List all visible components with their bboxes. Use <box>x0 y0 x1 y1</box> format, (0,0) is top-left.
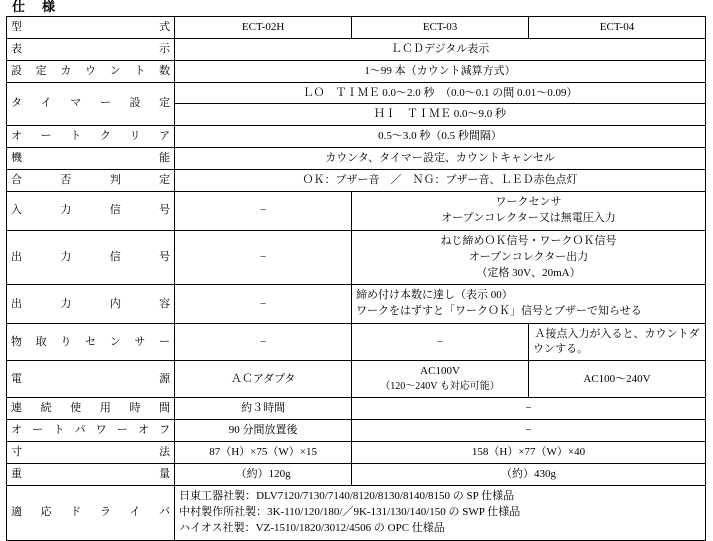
table-row-model <box>7 17 706 39</box>
table-row-display <box>7 38 706 60</box>
cell-count-setting-value: 1〜99 本（カウント減算方式） <box>175 60 706 82</box>
compatible-driver-line-1: 日東工器社製：DLV7120/7130/7140/8120/8130/8140/8150 の SP 仕様品 <box>179 489 515 502</box>
row-label-output-signal: 出 力 信 号 <box>7 230 175 285</box>
specification-table <box>6 16 706 541</box>
row-label-power-supply: 電 源 <box>7 361 175 398</box>
cell-model-ect03: ECT-03 <box>352 17 529 39</box>
row-label-pickup-sensor: 物 取 り セ ン サ ー <box>7 324 175 361</box>
row-label-timer-setting: タ イ マ ー 設 定 <box>7 82 175 126</box>
cell-auto-clear-value: 0.5〜3.0 秒（0.5 秒間隔） <box>175 126 706 148</box>
table-row-power-supply <box>7 361 706 398</box>
compatible-driver-line-3: ハイオス社製：VZ-1510/1820/3012/4506 の OPC 仕様品 <box>179 521 445 534</box>
table-row-function <box>7 148 706 170</box>
row-label-judgement: 合 否 判 定 <box>7 169 175 191</box>
table-row-weight <box>7 463 706 485</box>
output-signal-line-3: （定格 30V、20mA） <box>476 266 581 279</box>
cell-power-supply-b <box>352 361 529 398</box>
page-title: 仕 様 <box>12 0 58 14</box>
cell-weight-a: （約）120g <box>175 463 352 485</box>
cell-timer-lo: ＬＯ ＴＩＭＥ 0.0〜2.0 秒 （0.0〜0.1 の間 0.01〜0.09） <box>175 82 706 104</box>
table-row-auto-power-off <box>7 420 706 442</box>
cell-power-supply-c: AC100〜240V <box>529 361 706 398</box>
table-row-input-signal <box>7 191 706 230</box>
cell-pickup-sensor-c: Ａ接点入力が入ると、カウントダウンする。 <box>529 324 706 361</box>
row-label-auto-clear: オ ー ト ク リ ア <box>7 126 175 148</box>
input-signal-line-1: ワークセンサ <box>495 195 562 208</box>
output-signal-line-1: ねじ締めＯＫ信号・ワークＯＫ信号 <box>440 234 617 247</box>
row-label-weight: 重 量 <box>7 463 175 485</box>
table-row-judgement <box>7 169 706 191</box>
cell-output-signal-bc <box>352 230 706 285</box>
cell-output-signal-a: − <box>175 230 352 285</box>
row-label-continuous-use: 連 続 使 用 時 間 <box>7 398 175 420</box>
table-row-dimensions <box>7 442 706 464</box>
table-row-output-signal <box>7 230 706 285</box>
table-row-auto-clear <box>7 126 706 148</box>
input-signal-line-2: オープンコレクター又は無電圧入力 <box>441 211 616 224</box>
cell-pickup-sensor-a: − <box>175 324 352 361</box>
cell-continuous-use-a: 約３時間 <box>175 398 352 420</box>
cell-output-content-bc <box>352 285 706 324</box>
cell-output-content-a: − <box>175 285 352 324</box>
table-row-count-setting <box>7 60 706 82</box>
cell-model-ect04: ECT-04 <box>529 17 706 39</box>
table-row-pickup-sensor <box>7 324 706 361</box>
row-label-output-content: 出 力 内 容 <box>7 285 175 324</box>
cell-auto-power-off-a: 90 分間放置後 <box>175 420 352 442</box>
row-label-count-setting: 設 定 カ ウ ン ト 数 <box>7 60 175 82</box>
cell-judgement-value: ＯＫ：ブザー音 ／ ＮＧ：ブザー音、ＬＥＤ赤色点灯 <box>175 169 706 191</box>
cell-weight-bc: （約）430g <box>352 463 706 485</box>
cell-input-signal-bc <box>352 191 706 230</box>
cell-model-ect02h: ECT-02H <box>175 17 352 39</box>
cell-dimensions-a: 87（H）×75（W）×15 <box>175 442 352 464</box>
output-content-line-2: ワークをはずすと「ワークＯＫ」信号とブザーで知らせる <box>356 305 642 318</box>
cell-function-value: カウンタ、タイマー設定、カウントキャンセル <box>175 148 706 170</box>
cell-timer-hi: ＨＩ ＴＩＭＥ 0.0〜9.0 秒 <box>175 104 706 126</box>
power-supply-b-sub: （120〜240V も対応可能） <box>380 380 500 392</box>
row-label-display: 表 示 <box>7 38 175 60</box>
row-label-function: 機 能 <box>7 148 175 170</box>
table-row-timer-lo <box>7 82 706 104</box>
output-content-line-1: 締め付け本数に達し（表示 00） <box>356 289 513 302</box>
row-label-input-signal: 入 力 信 号 <box>7 191 175 230</box>
table-row-compatible-drivers <box>7 485 706 540</box>
row-label-model: 型 式 <box>7 17 175 39</box>
cell-display-value: ＬＣＤデジタル表示 <box>175 38 706 60</box>
row-label-compatible-drivers: 適 応 ド ラ イ バ <box>7 485 175 540</box>
table-row-output-content <box>7 285 706 324</box>
row-label-dimensions: 寸 法 <box>7 442 175 464</box>
cell-auto-power-off-bc: − <box>352 420 706 442</box>
power-supply-b-main: AC100V <box>420 365 460 377</box>
cell-compatible-drivers <box>175 485 706 540</box>
cell-pickup-sensor-b: − <box>352 324 529 361</box>
cell-continuous-use-bc: − <box>352 398 706 420</box>
table-row-continuous-use <box>7 398 706 420</box>
cell-power-supply-a: ＡＣアダプタ <box>175 361 352 398</box>
row-label-auto-power-off: オ ー ト パ ワ ー オ フ <box>7 420 175 442</box>
cell-input-signal-a: − <box>175 191 352 230</box>
output-signal-line-2: オープンコレクター出力 <box>468 250 589 263</box>
compatible-driver-line-2: 中村製作所社製：3K-110/120/180/／9K-131/130/140/150 の SWP 仕様品 <box>179 505 521 518</box>
cell-dimensions-bc: 158（H）×77（W）×40 <box>352 442 706 464</box>
